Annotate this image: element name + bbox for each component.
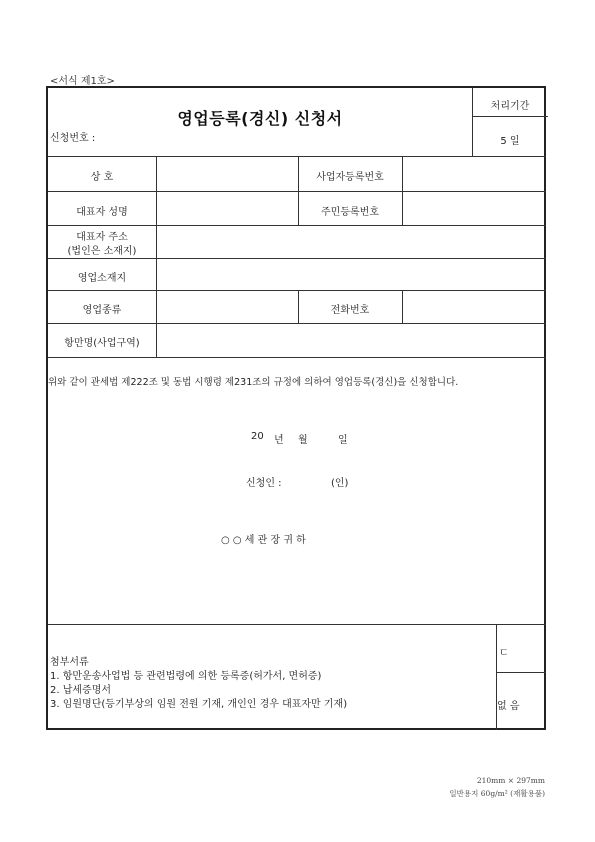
application-number-label: 신청번호 :: [50, 133, 96, 144]
port-name-label: 항만명(사업구역): [64, 338, 140, 349]
attachment-item-1: 1. 항만운송사업법 등 관련법령에 의한 등록증(허가서, 면허증): [50, 671, 322, 682]
fee-divider: [496, 672, 546, 673]
date-day: 일: [338, 435, 348, 446]
row-line-7: [48, 357, 546, 358]
date-month: 월: [298, 435, 308, 446]
processing-period-label: 처리기간: [490, 101, 530, 112]
row-line-8: [48, 624, 546, 625]
business-registration-number-field[interactable]: [403, 157, 545, 190]
fee-label: ㄷ: [499, 648, 509, 659]
trade-name-label: 상 호: [90, 172, 114, 183]
paper-size: 210mm × 297mm: [476, 776, 545, 785]
business-location-field[interactable]: [157, 259, 545, 289]
application-statement: 위와 같이 관세법 제222조 및 동법 시행령 제231조의 규정에 의하여 영업등록(경신)을 신청합니다.: [48, 377, 459, 388]
representative-name-label: 대표자 성명: [76, 207, 128, 218]
period-divider: [472, 116, 548, 117]
attachments-heading: 첨부서류: [50, 657, 89, 668]
business-location-label: 영업소재지: [77, 273, 127, 284]
fee-value: 없 음: [497, 701, 520, 712]
business-registration-number-label: 사업자등록번호: [316, 172, 384, 183]
phone-number-field[interactable]: [403, 291, 545, 322]
application-form: [46, 86, 546, 730]
paper-spec: 일반용지 60g/m² (재활용품): [449, 789, 545, 798]
date-year: 20: [251, 431, 264, 442]
form-number-label: <서식 제1호>: [50, 76, 115, 87]
trade-name-field[interactable]: [157, 157, 297, 190]
representative-name-field[interactable]: [157, 192, 297, 224]
applicant-label: 신청인 :: [246, 478, 282, 489]
attachment-divider: [496, 624, 497, 730]
business-type-label: 영업종류: [82, 305, 122, 316]
date-year-unit: 년: [274, 435, 284, 446]
representative-address-label: 대표자 주소: [76, 232, 128, 243]
form-title: 영업등록(경신) 신청서: [177, 109, 343, 128]
business-type-field[interactable]: [157, 291, 297, 322]
port-name-field[interactable]: [157, 324, 545, 356]
resident-registration-number-field[interactable]: [403, 192, 545, 224]
processing-period-value: 5 일: [500, 136, 520, 147]
attachment-item-2: 2. 납세증명서: [50, 685, 112, 696]
recipient-line: ○ ○ 세 관 장 귀 하: [221, 535, 306, 546]
seal-mark: (인): [331, 478, 349, 489]
phone-number-label: 전화번호: [330, 305, 370, 316]
resident-registration-number-label: 주민등록번호: [321, 207, 379, 218]
representative-address-sublabel: (법인은 소재지): [67, 246, 137, 257]
representative-address-field[interactable]: [157, 226, 545, 257]
attachment-item-3: 3. 임원명단(등기부상의 임원 전원 기재, 개인인 경우 대표자만 기재): [50, 699, 348, 710]
